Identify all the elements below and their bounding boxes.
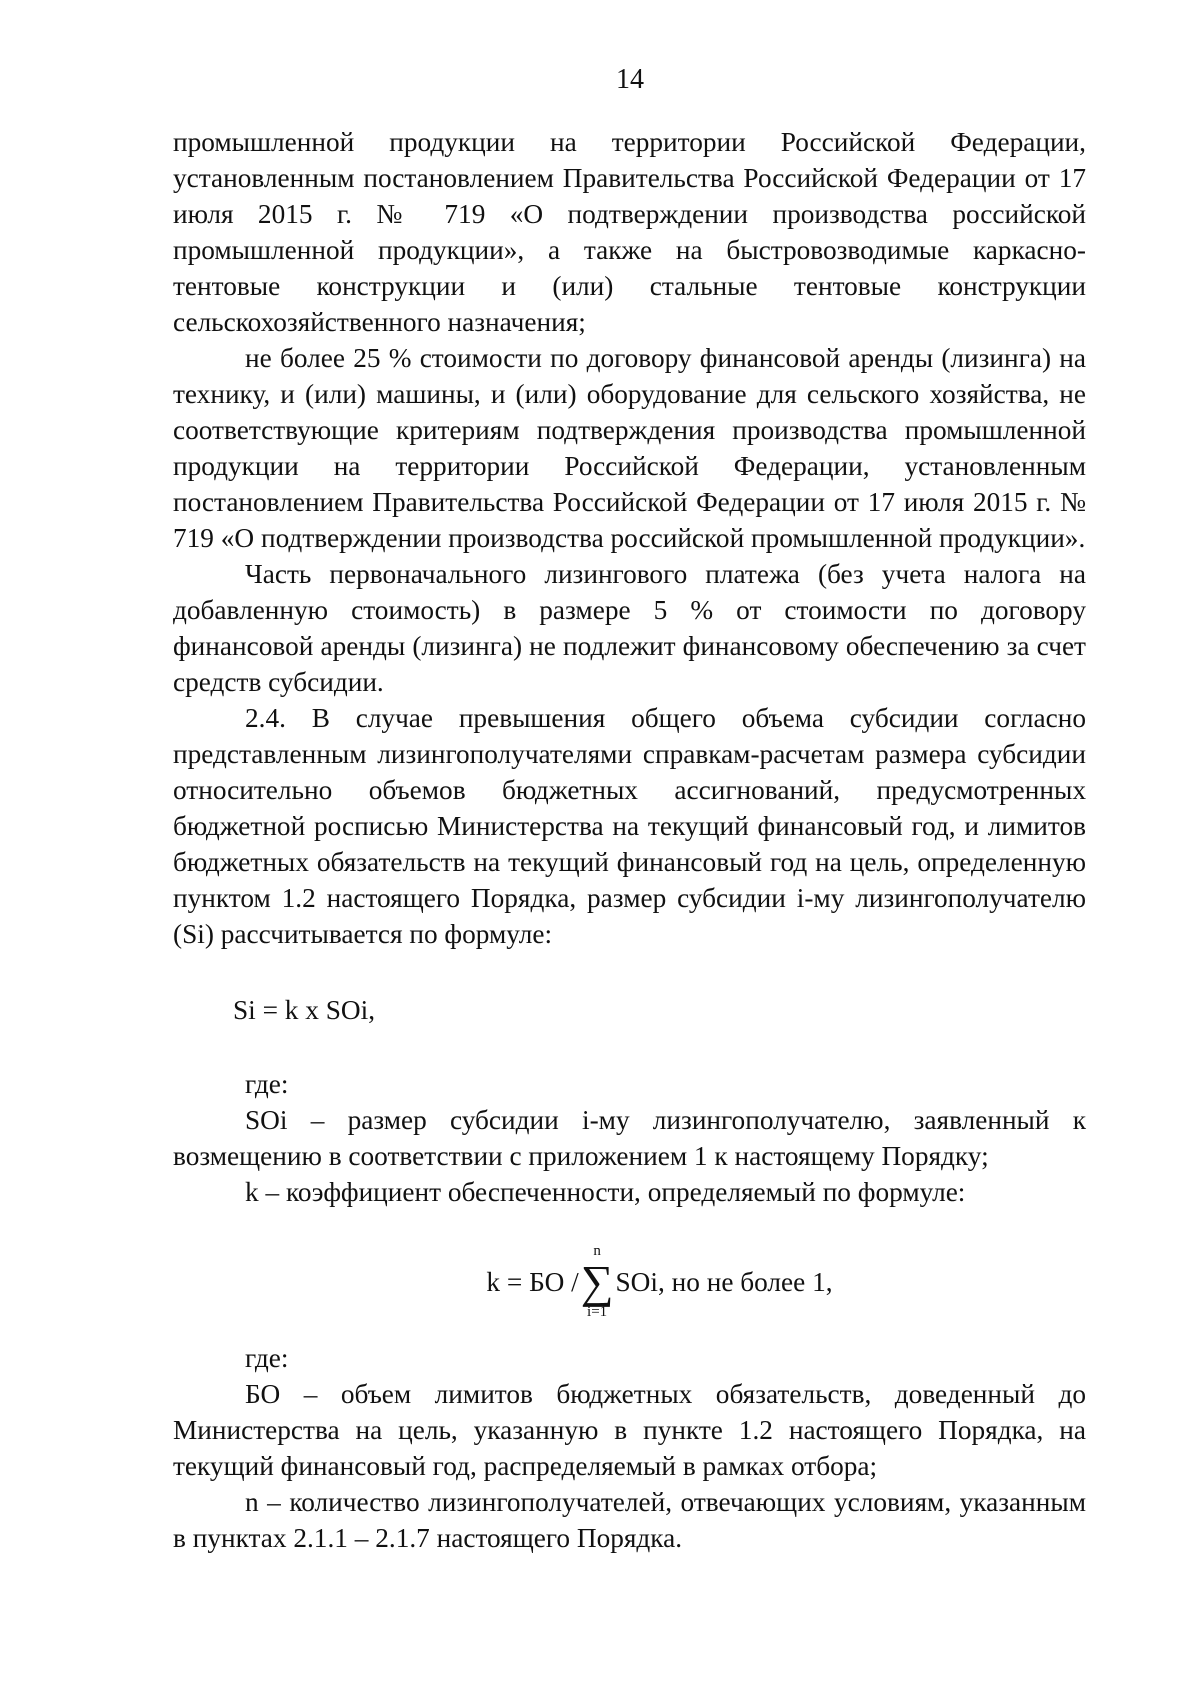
- page-number: 14: [616, 64, 644, 95]
- summation-upper-limit: n: [593, 1243, 601, 1259]
- paragraph: k – коэффициент обеспеченности, определяемый по формуле:: [245, 1177, 966, 1207]
- paragraph: БО – объем лимитов бюджетных обязательств, доведенный до Министерства на цель, указанную в пункте 1.2 настоящего Порядка, на текущий финансовый год, распределяемый в рамках отбора;: [173, 1379, 1086, 1481]
- formula-k-right: SOi, но не более 1,: [615, 1267, 833, 1297]
- summation-lower-limit: i=1: [587, 1304, 608, 1320]
- formula-k: [173, 1234, 1086, 1330]
- where-label: где:: [245, 1069, 289, 1099]
- paragraph: промышленной продукции на территории Российской Федерации, установленным постановлением Правительства Российской Федерации от 17 июля 2015 г. № 719 «О подтверждении производства российской промышленной продукции», а также на быстровозводимые каркасно-тентовые конструкции и (или) стальные тентовые конструкции сельскохозяйственного назначения;: [173, 127, 1086, 337]
- paragraph: 2.4. В случае превышения общего объема субсидии согласно представленным лизингополучателями справкам-расчетам размера субсидии относительно объемов бюджетных ассигнований, предусмотренных бюджетной росписью Министерства на текущий финансовый год, и лимитов бюджетных обязательств на текущий финансовый год на цель, определенную пунктом 1.2 настоящего Порядка, размер субсидии i-му лизингополучателю (Si) рассчитывается по формуле:: [173, 703, 1086, 949]
- formula-si: Si = k x SOi,: [233, 995, 376, 1025]
- paragraph: n – количество лизингополучателей, отвечающих условиям, указанным в пунктах 2.1.1 – 2.1.7 настоящего Порядка.: [173, 1487, 1086, 1553]
- paragraph: SOi – размер субсидии i-му лизингополучателю, заявленный к возмещению в соответствии с приложением 1 к настоящему Порядку;: [173, 1105, 1086, 1171]
- paragraph: Часть первоначального лизингового платежа (без учета налога на добавленную стоимость) в размере 5 % от стоимости по договору финансовой аренды (лизинга) не подлежит финансовому обеспечению за счет средств субсидии.: [173, 559, 1086, 697]
- sigma-icon: ∑: [580, 1256, 614, 1307]
- paragraph: не более 25 % стоимости по договору финансовой аренды (лизинга) на технику, и (или) машины, и (или) оборудование для сельского хозяйства, не соответствующие критериям подтверждения производства промышленной продукции на территории Российской Федерации, установленным постановлением Правительства Российской Федерации от 17 июля 2015 г. № 719 «О подтверждении производства российской промышленной продукции».: [173, 343, 1086, 553]
- where-label: где:: [245, 1343, 289, 1373]
- summation-symbol: [581, 1243, 614, 1321]
- formula-k-left: k = БО /: [486, 1267, 579, 1297]
- document-body: [173, 124, 1086, 1556]
